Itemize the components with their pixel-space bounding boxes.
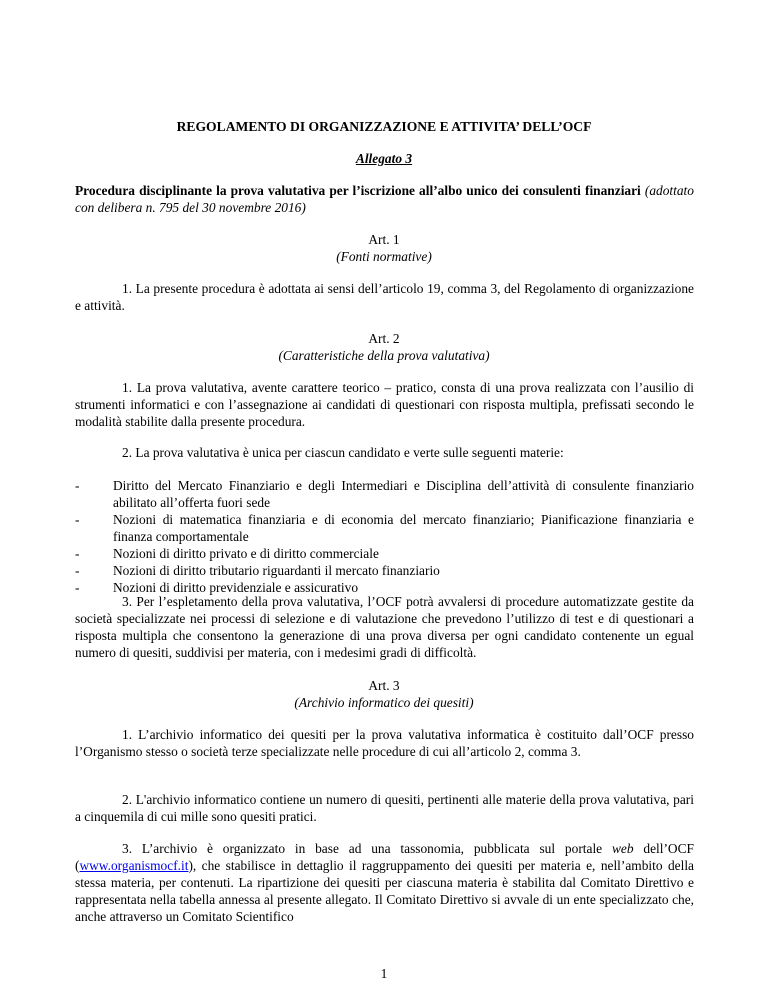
art3-paragraph-1: 1. L’archivio informatico dei quesiti per la prova valutativa informatica è costituito dall’OCF presso l’Organismo stesso o società terze specializzate nelle procedure di cui all’articolo 2, comma 3.: [75, 727, 694, 759]
page-number: 1: [380, 966, 388, 981]
list-item: [75, 545, 694, 562]
list-dash: -: [75, 563, 80, 578]
list-item: [75, 511, 694, 545]
list-item-text: Diritto del Mercato Finanziario e degli Intermediari e Disciplina dell’attività di consulente finanziario abilitato all’offerta fuori sede: [113, 478, 694, 510]
art2-paragraph-3: 3. Per l’espletamento della prova valutativa, l’OCF potrà avvalersi di procedure automatizzate gestite da società specializzate nei processi di selezione e di valutazione che prevedono l’utilizzo di test e di questionari a risposta multipla che consentono la generazione di una prova diversa per ogni candidato contenente un egual numero di quesiti, suddivisi per materia, con i medesimi gradi di difficoltà.: [75, 594, 694, 660]
list-dash: -: [75, 546, 80, 561]
list-dash: -: [75, 580, 80, 595]
list-dash: -: [75, 478, 80, 493]
intro-italic-text: (adottato con delibera n. 795 del 30 novembre 2016): [75, 183, 694, 215]
list-item: [75, 477, 694, 511]
subjects-list: [75, 477, 694, 596]
website-link[interactable]: www.organismocf.it: [79, 858, 189, 873]
list-item-text: Nozioni di diritto previdenziale e assicurativo: [113, 580, 359, 595]
art3-number: Art. 3: [368, 678, 400, 693]
intro-paragraph: [75, 182, 694, 216]
intro-bold-text: Procedura disciplinante la prova valutativa per l’iscrizione all’albo unico dei consulenti finanziari: [75, 183, 641, 198]
art3-p3-text-a: 3. L’archivio è organizzato in base ad una tassonomia, pubblicata sul portale: [122, 841, 603, 856]
list-item-text: Nozioni di diritto privato e di diritto commerciale: [113, 546, 379, 561]
art3-heading: (Archivio informatico dei quesiti): [294, 695, 474, 710]
art2-number: Art. 2: [368, 331, 400, 346]
art2-paragraph-2: 2. La prova valutativa è unica per ciascun candidato e verte sulle seguenti materie:: [122, 445, 564, 460]
art3-p3-text-b: dell’OCF (: [75, 841, 694, 873]
art1-number: Art. 1: [368, 232, 400, 247]
list-dash: -: [75, 512, 80, 527]
art1-heading: (Fonti normative): [336, 249, 432, 264]
list-item: [75, 562, 694, 579]
list-item-text: Nozioni di diritto tributario riguardanti il mercato finanziario: [113, 563, 440, 578]
document-title: REGOLAMENTO DI ORGANIZZAZIONE E ATTIVITA’ DELL’OCF: [176, 119, 592, 134]
art2-paragraph-1: 1. La prova valutativa, avente carattere teorico – pratico, consta di una prova realizzata con l’ausilio di strumenti informatici e con l’assegnazione ai candidati di questionari con risposta multipla, prefissati secondo le modalità stabilite dalla presente procedura.: [75, 380, 694, 429]
art1-paragraph-1: 1. La presente procedura è adottata ai sensi dell’articolo 19, comma 3, del Regolamento di organizzazione e attività.: [75, 281, 694, 313]
art3-paragraph-2: 2. L'archivio informatico contiene un numero di quesiti, pertinenti alle materie della prova valutativa, pari a cinquemila di cui mille sono quesiti pratici.: [75, 792, 694, 824]
art3-p3-web: web: [611, 841, 634, 856]
list-item-text: Nozioni di matematica finanziaria e di economia del mercato finanziario; Pianificazione finanziaria e finanza comportamentale: [113, 512, 694, 544]
annex-label: Allegato 3: [355, 151, 413, 166]
art3-p3-text-c: ), che stabilisce in dettaglio il raggruppamento dei quesiti per materia e, nell’ambito della stessa materia, per contenuti. La ripartizione dei quesiti per ciascuna materia è stabilita dal Comitato Direttivo e rappresentata nella tabella annessa al presente allegato. Il Comitato Direttivo si avvale di un ente specializzato che, anche attraverso un Comitato Scientifico: [75, 858, 694, 924]
art3-paragraph-3: [75, 840, 694, 925]
art2-heading: (Caratteristiche della prova valutativa): [278, 348, 490, 363]
